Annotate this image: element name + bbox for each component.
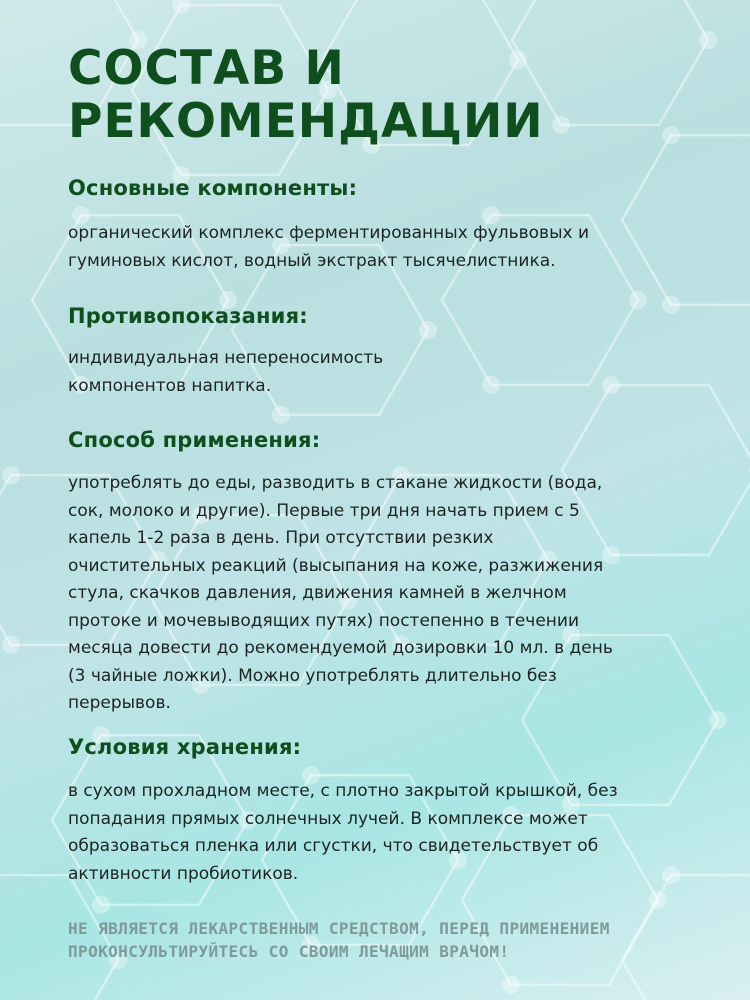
text-line: стула, скачков давления, движения камней в желчном — [68, 583, 567, 603]
molecule-node — [172, 0, 190, 14]
text-line: перерывов. — [68, 693, 171, 713]
text-line: сок, молоко и другие). Первые три дня начать прием с 5 — [68, 500, 580, 521]
page-title — [68, 42, 708, 148]
text-line: гуминовых кислот, водный экстракт тысячелистника. — [68, 250, 556, 271]
text-line: образоваться пленка или сгустки, что свидетельствует об — [68, 836, 599, 856]
text-line: месяца довести до рекомендуемой дозировки 10 мл. в день — [68, 638, 613, 658]
section-heading-usage: Способ применения: — [68, 428, 321, 452]
disclaimer — [68, 917, 708, 963]
molecule-node — [2, 466, 20, 484]
disclaimer-line-1: НЕ ЯВЛЯЕТСЯ ЛЕКАРСТВЕННЫМ СРЕДСТВОМ, ПЕРЕД ПРИМЕНЕНИЕМ — [68, 919, 610, 938]
text-line: индивидуальная непереносимость — [68, 348, 384, 368]
page-title-line-2: РЕКОМЕНДАЦИИ — [68, 94, 544, 149]
text-line: капель 1-2 раза в день. При отсутствии резких — [68, 528, 494, 548]
molecule-node — [92, 896, 110, 914]
section-heading-storage: Условия хранения: — [68, 735, 302, 759]
text-line: протоке и мочевыводящих путях) постепенно в течении — [68, 610, 580, 631]
section-body-storage — [68, 778, 708, 888]
molecule-node — [419, 321, 437, 339]
molecule-node — [662, 296, 680, 314]
text-line: активности пробиотиков. — [68, 863, 299, 884]
text-line: употреблять до еды, разводить в стакане жидкости (вода, — [68, 473, 603, 493]
section-heading-contraindications: Противопоказания: — [68, 304, 308, 328]
section-body-components — [68, 220, 708, 275]
molecule-node — [2, 636, 20, 654]
section-body-contraindications — [68, 345, 708, 400]
molecule-node — [502, 976, 520, 994]
section-body-usage — [68, 470, 708, 718]
text-line: попадания прямых солнечных лучей. В комплексе может — [68, 808, 588, 829]
molecule-node — [709, 711, 727, 729]
disclaimer-line-2: ПРОКОНСУЛЬТИРУЙТЕСЬ СО СВОИМ ЛЕЧАЩИМ ВРАЧОМ! — [68, 942, 510, 961]
text-line: (3 чайные ложки). Можно употреблять длительно без — [68, 665, 557, 686]
text-line: органический комплекс ферментированных фульвовых и — [68, 223, 590, 243]
text-line: очистительных реакций (высыпания на коже, разжижения — [68, 555, 604, 576]
text-line: в сухом прохладном месте, с плотно закрытой крышкой, без — [68, 781, 618, 801]
text-line: компонентов напитка. — [68, 375, 272, 396]
molecule-node — [629, 291, 647, 309]
molecule-node — [272, 406, 290, 424]
page-title-line-1: СОСТАВ И — [68, 41, 345, 96]
section-heading-components: Основные компоненты: — [68, 176, 358, 200]
